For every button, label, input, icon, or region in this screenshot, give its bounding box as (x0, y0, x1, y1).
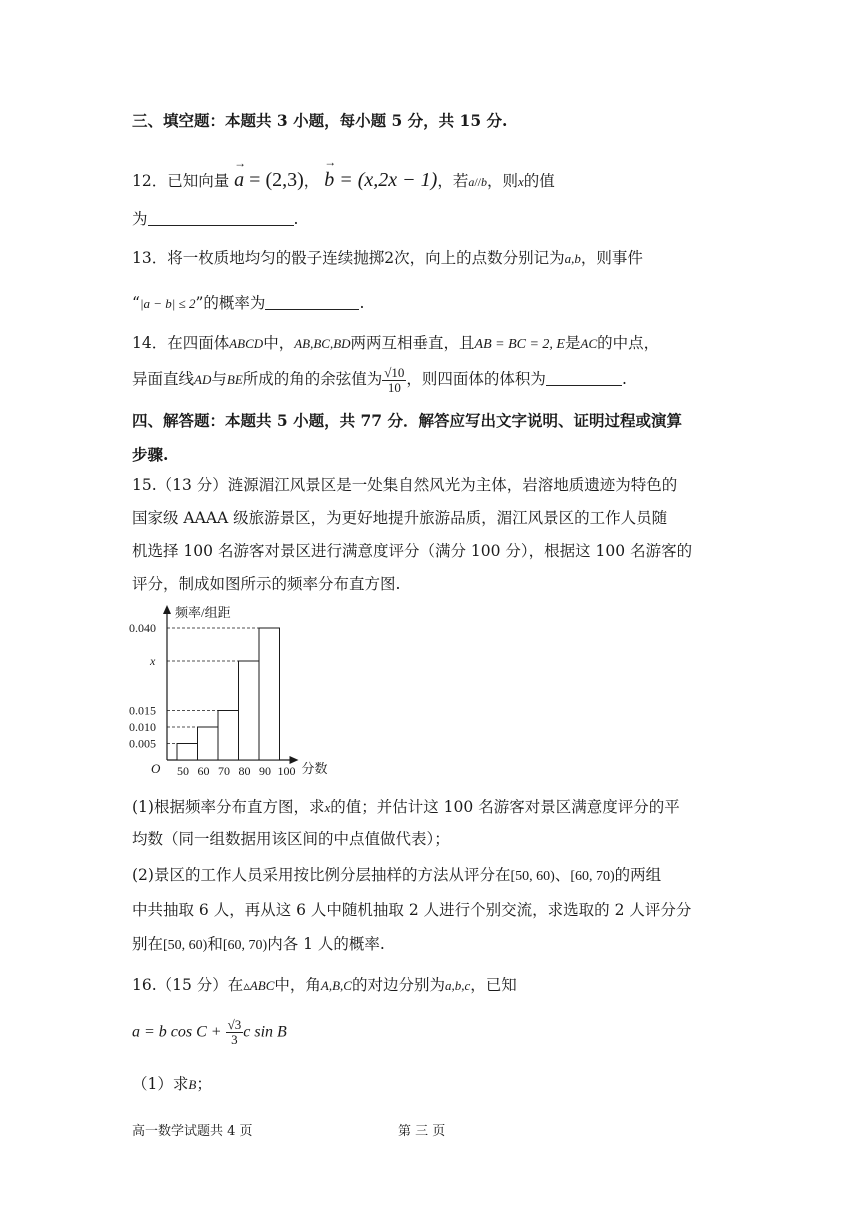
q15-p2-pre: (2)景区的工作人员采用按比例分层抽样的方法从评分在 (132, 866, 511, 884)
q12-cond-pre: ，若 (437, 172, 469, 190)
x-tick-label: 100 (277, 764, 296, 778)
q16-p1-post: ； (196, 1075, 212, 1093)
q14-mid2: 两两互相垂直，且 (350, 334, 475, 352)
footer-total-pages: 高一数学试题共 4 页 (132, 1124, 253, 1139)
histogram-bar (198, 727, 219, 760)
q16-p1-pre: （1）求 (132, 1075, 189, 1093)
q15-p1-var: x (324, 800, 331, 815)
q16-p1-var: B (188, 1077, 197, 1092)
q13-post: ，则事件 (580, 249, 643, 267)
cosine-fraction (382, 366, 406, 394)
y-tick-label: x (150, 654, 156, 668)
x-tick-label: 70 (218, 764, 230, 778)
y-tick-label: 0.015 (129, 703, 156, 718)
y-tick-label: 0.010 (129, 720, 156, 734)
y-axis-arrow (163, 605, 171, 614)
q14-end: . (621, 370, 627, 389)
question-14 (132, 336, 659, 352)
triangle-abc: ▵ABC (243, 978, 275, 993)
frequency-histogram (120, 600, 360, 790)
y-tick-label: 0.040 (129, 621, 156, 635)
parallel-symbol: // (474, 175, 481, 189)
interval-60-70-b: [60, 70) (222, 938, 268, 953)
x-axis-label: 分数 (301, 761, 328, 776)
sqrt3-numerator: √3 (227, 1017, 242, 1032)
q13-pre: 13．将一枚质地均匀的骰子连续抛掷2次，向上的点数分别记为 (132, 249, 565, 267)
y-axis-label: 频率/组距 (175, 605, 231, 620)
q14-be: BE (226, 372, 243, 388)
section3-heading: 三、填空题：本题共 3 小题，每小题 5 分，共 15 分. (132, 111, 508, 130)
interval-50-60-b: [50, 60) (163, 938, 208, 953)
fraction-denominator: 10 (387, 379, 401, 395)
q16-eq-pre: a = b cos C + (132, 1023, 226, 1041)
q14-ad: AD (194, 372, 212, 388)
q15-part1-line2: 均数（同一组数据用该区间的中点值做代表）； (132, 830, 450, 848)
q14-post: 的中点， (597, 334, 660, 352)
q16-eq-post: c sin B (243, 1023, 287, 1041)
q15-part2-line1 (132, 868, 661, 884)
q13-condition: |a − b| ≤ 2 (139, 296, 196, 311)
q12-line2-post: . (293, 210, 299, 228)
q15-p1-pre: (1)根据频率分布直方图，求 (132, 798, 325, 816)
quote-close: ”的概率为 (195, 294, 266, 312)
q15-p1-post: 的值；并估计这 100 名游客对景区满意度评分的平 (330, 798, 680, 816)
fraction-numerator: √10 (384, 365, 405, 380)
answer-blank-13[interactable] (265, 308, 359, 310)
q16-pre: 16.（15 分）在 (132, 976, 244, 994)
q15-p2-sep: 、 (554, 866, 571, 884)
q16-post: ，已知 (470, 976, 517, 994)
question-12 (132, 155, 555, 191)
q14-line2-post: ，则四面体的体积为 (406, 370, 546, 389)
q16-angles: A,B,C (320, 978, 352, 993)
x-tick-label: 60 (197, 764, 210, 778)
x-tick-label: 50 (177, 764, 189, 778)
q14-line2-mid2: 所成的角的余弦值为 (242, 370, 383, 389)
section4-heading-line2: 步骤. (132, 445, 169, 464)
answer-blank-14[interactable] (546, 384, 622, 386)
y-tick-label: 0.005 (129, 736, 156, 751)
interval-50-60: [50, 60) (510, 869, 555, 884)
q12-tail-post: 的值 (523, 172, 555, 190)
q12-num: 12．已知向量 (132, 172, 230, 190)
q16-equation (132, 1018, 287, 1046)
tetra-name: ABCD (229, 336, 264, 351)
q13-end: . (359, 294, 365, 312)
x-axis-arrow (290, 756, 299, 764)
section4-heading-line1: 四、解答题：本题共 5 小题，共 77 分．解答应写出文字说明、证明过程或演算 (132, 411, 682, 430)
q14-eq: AB = BC = 2, E (474, 337, 565, 352)
sqrt3-fraction (226, 1018, 244, 1046)
origin-label: O (151, 761, 161, 776)
question-13-line2 (132, 296, 364, 312)
question-16 (132, 978, 517, 994)
q12-sep: ， (303, 172, 320, 190)
vector-a-value: = (2,3) (244, 169, 304, 191)
var-x: x (518, 174, 524, 189)
quote-open: “ (132, 294, 140, 312)
answer-blank-12[interactable] (148, 224, 294, 226)
q16-mid2: 的对边分别为 (351, 976, 445, 994)
interval-60-70: [60, 70) (570, 869, 615, 884)
q15-p2-l3-pre: 别在 (132, 935, 164, 953)
q14-mid: 中， (263, 334, 295, 352)
cond-a: a (468, 175, 475, 189)
question-13 (132, 251, 643, 267)
q15-p2-l3-post: 内各 1 人的概率. (267, 935, 385, 953)
q14-mid3: 是 (565, 334, 581, 352)
q15-line2: 国家级 AAAA 级旅游景区，为更好地提升旅游品质，湄江风景区的工作人员随 (132, 509, 668, 527)
q15-line4: 评分，制成如图所示的频率分布直方图. (132, 575, 401, 593)
vector-a: → a (234, 156, 247, 191)
q12-line2-pre: 为 (132, 210, 148, 228)
q15-part2-line2: 中共抽取 6 人，再从这 6 人中随机抽取 2 人进行个别交流，求选取的 2 人评分分 (132, 901, 692, 919)
q15-part2-line3 (132, 937, 385, 953)
q14-edges: AB,BC,BD (294, 336, 351, 351)
q15-part1-line1 (132, 800, 680, 816)
histogram-bar (177, 744, 198, 761)
sqrt3-denominator: 3 (231, 1031, 238, 1047)
q15-line1: 15.（13 分）涟源湄江风景区是一处集自然风光为主体，岩溶地质遗迹为特色的 (132, 476, 678, 494)
q14-pre: 14．在四面体 (132, 334, 230, 352)
histogram-bar (259, 628, 280, 760)
cond-b: b (481, 175, 487, 189)
q13-vars: a,b (564, 251, 581, 266)
q15-line3: 机选择 100 名游客对景区进行满意度评分（满分 100 分），根据这 100 名游客的 (132, 542, 693, 560)
q14-ac: AC (580, 336, 598, 351)
question-14-line2 (132, 366, 627, 394)
x-tick-label: 80 (238, 764, 251, 778)
q14-line2-pre: 异面直线 (132, 370, 195, 389)
vector-b-value: = (x,2x − 1) (334, 169, 438, 191)
q15-p2-post: 的两组 (614, 866, 662, 884)
q15-p2-and: 和 (207, 935, 223, 953)
q16-sides: a,b,c (444, 978, 471, 993)
q14-line2-mid: 与 (211, 370, 227, 389)
question-12-line2 (132, 212, 298, 228)
footer-page-number: 第 三 页 (398, 1124, 446, 1139)
q12-tail-pre: ，则 (487, 172, 519, 190)
vector-b: → b (324, 155, 337, 191)
x-tick-label: 90 (259, 764, 271, 778)
q16-part1 (132, 1077, 212, 1093)
histogram-bar (239, 661, 260, 760)
q16-mid: 中，角 (274, 976, 321, 994)
histogram-bar (218, 711, 239, 761)
